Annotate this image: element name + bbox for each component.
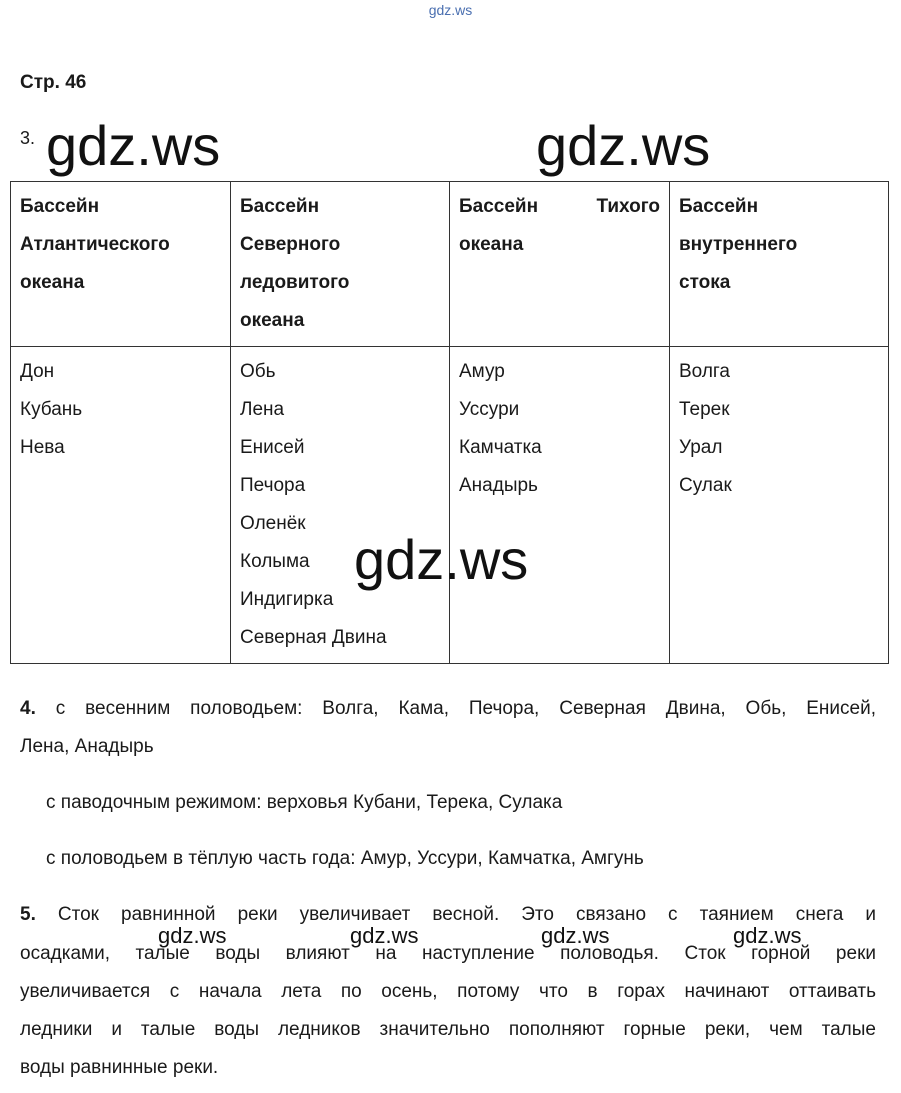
river-name: Обь xyxy=(240,361,276,382)
internal-rivers-cell xyxy=(670,347,889,664)
header-line xyxy=(459,188,660,226)
river-name: Северная Двина xyxy=(240,627,387,648)
header-line: Бассейн xyxy=(240,196,320,217)
header-word: Тихого xyxy=(596,196,660,217)
header-line: океана xyxy=(459,234,524,255)
river-name: Волга xyxy=(679,361,730,382)
watermark-top: gdz.ws xyxy=(428,2,473,18)
task-4-number: 4. xyxy=(20,698,36,719)
header-line: ледовитого xyxy=(240,272,350,293)
river-name: Урал xyxy=(679,437,723,458)
task-5-number: 5. xyxy=(20,904,36,925)
river-name: Анадырь xyxy=(459,475,538,496)
river-name: Енисей xyxy=(240,437,305,458)
river-name: Лена xyxy=(240,399,285,420)
watermark-small: gdz.ws xyxy=(158,923,227,948)
task-5-text: Сток равнинной реки увеличивает весной. Это связано с таянием снега и xyxy=(57,904,877,925)
table-body-row xyxy=(11,347,889,664)
task-5-line-4: ледники и талые воды ледников значительно пополняют горные реки, чем талые xyxy=(20,1019,876,1040)
page-reference: Стр. 46 xyxy=(20,72,87,93)
river-name: Нева xyxy=(20,437,65,458)
watermark-small: gdz.ws xyxy=(733,923,802,948)
task-4-line-4: с половодьем в тёплую часть года: Амур, Уссури, Камчатка, Амгунь xyxy=(46,848,644,869)
header-line: Северного xyxy=(240,234,341,255)
table-header-row xyxy=(11,182,889,347)
watermark-small: gdz.ws xyxy=(541,923,610,948)
river-name: Колыма xyxy=(240,551,310,572)
river-name: Дон xyxy=(20,361,55,382)
arctic-rivers-cell xyxy=(231,347,450,664)
watermark-large: gdz.ws xyxy=(536,114,711,177)
task-4-text: с весенним половодьем: Волга, Кама, Печора, Северная Двина, Обь, Енисей, xyxy=(55,698,876,719)
header-line: Бассейн xyxy=(679,196,759,217)
header-pacific-basin xyxy=(450,182,670,347)
river-name: Сулак xyxy=(679,475,732,496)
header-line: океана xyxy=(20,272,85,293)
watermark-small: gdz.ws xyxy=(350,923,419,948)
river-name: Камчатка xyxy=(459,437,542,458)
watermark-large: gdz.ws xyxy=(354,528,529,591)
river-name: Уссури xyxy=(459,399,520,420)
river-name: Индигирка xyxy=(240,589,334,610)
task-4-line-1 xyxy=(20,690,876,728)
river-name: Печора xyxy=(240,475,306,496)
header-internal-basin xyxy=(670,182,889,347)
header-arctic-basin xyxy=(231,182,450,347)
header-atlantic-basin xyxy=(11,182,231,347)
atlantic-rivers-cell xyxy=(11,347,231,664)
river-name: Терек xyxy=(679,399,730,420)
task-3-number: 3. xyxy=(20,128,36,148)
header-line: внутреннего xyxy=(679,234,798,255)
river-name: Амур xyxy=(459,361,505,382)
river-name: Оленёк xyxy=(240,513,306,534)
header-line: Бассейн xyxy=(20,196,100,217)
pacific-rivers-cell xyxy=(450,347,670,664)
header-line: океана xyxy=(240,310,305,331)
task-5-line-3: увеличивается с начала лета по осень, потому что в горах начинают оттаивать xyxy=(20,981,876,1002)
watermark-large: gdz.ws xyxy=(46,114,221,177)
header-word: Бассейн xyxy=(459,196,539,217)
task-4-line-3: с паводочным режимом: верховья Кубани, Терека, Сулака xyxy=(46,792,563,813)
task-4-line-2: Лена, Анадырь xyxy=(20,736,154,757)
task-5-line-2: осадками, талые воды влияют на наступление половодья. Сток горной реки xyxy=(20,943,876,964)
river-name: Кубань xyxy=(20,399,83,420)
river-basins-table xyxy=(10,181,889,664)
header-line: стока xyxy=(679,272,731,293)
task-5-line-5: воды равнинные реки. xyxy=(20,1057,219,1078)
header-line: Атлантического xyxy=(20,234,170,255)
